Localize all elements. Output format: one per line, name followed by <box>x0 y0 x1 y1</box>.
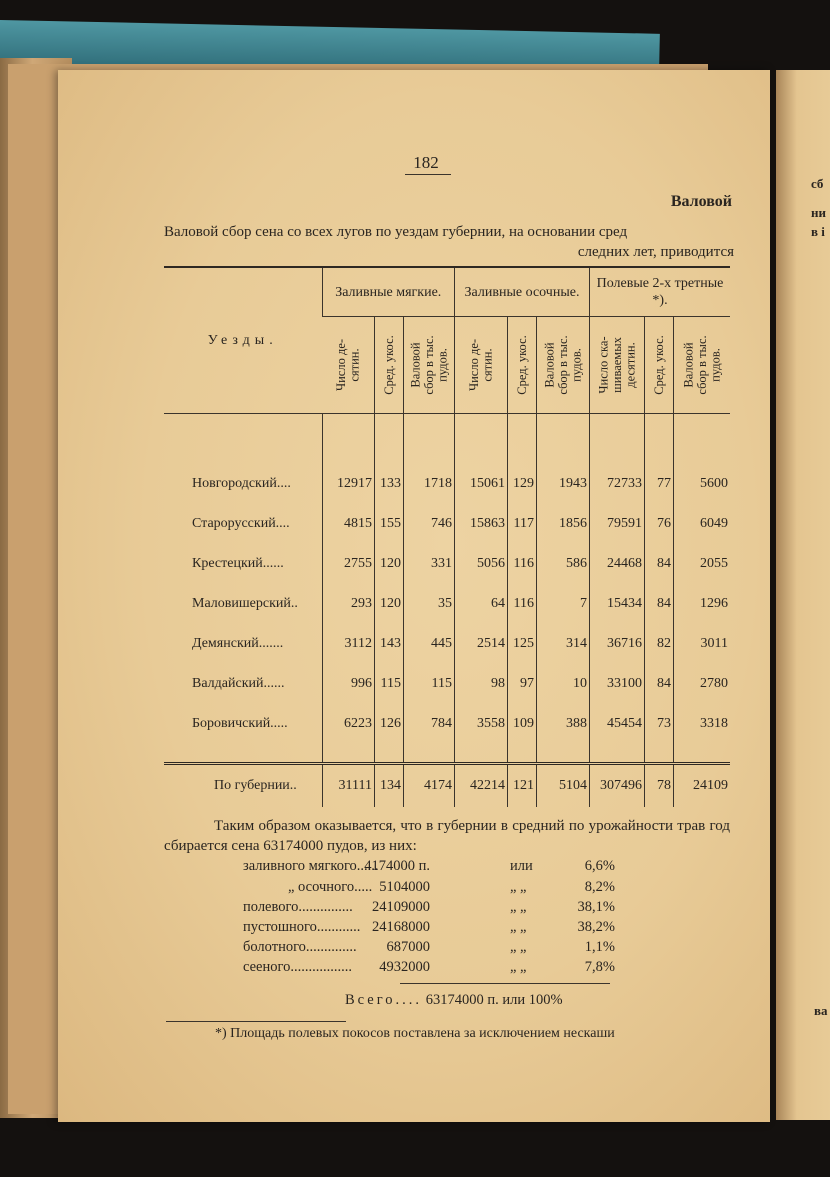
subcolumn-header-line: Валовой <box>681 342 696 388</box>
table-cell: 784 <box>404 704 455 744</box>
table-cell: 1943 <box>537 464 590 504</box>
subcolumn-header-line: сятин. <box>480 348 495 382</box>
table-cell: 129 <box>508 464 537 504</box>
summary-item-pct: 38,2% <box>577 919 615 935</box>
table-cell: 84 <box>645 544 674 584</box>
table-cell: 1296 <box>674 584 731 624</box>
subcolumn-header <box>404 317 455 414</box>
subcolumn-header-line: пудов. <box>569 348 584 382</box>
empty-cell <box>455 744 508 764</box>
table-cell: 31111 <box>322 764 375 808</box>
table-row <box>164 624 730 664</box>
summary-total <box>345 992 563 1009</box>
table-cell: 120 <box>375 584 404 624</box>
summary-item-pct: 38,1% <box>577 899 615 915</box>
caption-line-2: следних лет, приводится <box>577 244 734 260</box>
table-cell: 115 <box>375 664 404 704</box>
table-cell: 84 <box>645 584 674 624</box>
table-cell: 77 <box>645 464 674 504</box>
table-cell: 2780 <box>674 664 731 704</box>
group-header: Заливные осочные. <box>455 267 590 317</box>
table-caption <box>164 222 734 262</box>
table-cell: 307496 <box>590 764 645 808</box>
summary-total-sep: или <box>502 992 526 1008</box>
table-row <box>164 504 730 544</box>
summary-item-sep: „ „ <box>510 899 527 915</box>
empty-cell <box>537 414 590 465</box>
table-cell: 64 <box>455 584 508 624</box>
subcolumn-header-line: Число де- <box>467 338 481 392</box>
subcolumn-header <box>508 317 537 414</box>
table-cell: 445 <box>404 624 455 664</box>
table-cell: 42214 <box>455 764 508 808</box>
empty-cell <box>404 744 455 764</box>
table-cell: 126 <box>375 704 404 744</box>
subcolumn-header-line: сбор в тыс. <box>555 335 570 395</box>
subcolumn-header-line: Число де- <box>334 338 348 392</box>
table-cell: 97 <box>508 664 537 704</box>
empty-cell <box>674 414 731 465</box>
table-cell: 35 <box>404 584 455 624</box>
summary-item-label: пустошного............ <box>243 919 361 935</box>
group-header: Полевые 2-х третные *). <box>590 267 731 317</box>
empty-cell <box>590 414 645 465</box>
page-number: 182 <box>413 153 439 172</box>
table-row <box>164 704 730 744</box>
summary-item-label: полевого............... <box>243 899 353 915</box>
table-cell: 2514 <box>455 624 508 664</box>
summary-rule <box>400 983 610 984</box>
empty-cell <box>645 414 674 465</box>
table-cell: 3112 <box>322 624 375 664</box>
summary-item-label: заливного мягкого...... <box>243 858 379 874</box>
uezd-name: Старорусский.... <box>192 516 290 531</box>
table-cell: 15863 <box>455 504 508 544</box>
table-row <box>164 464 730 504</box>
empty-cell <box>322 414 375 465</box>
table-cell: 121 <box>508 764 537 808</box>
table-cell: 134 <box>375 764 404 808</box>
table-cell: 6223 <box>322 704 375 744</box>
table-cell: 117 <box>508 504 537 544</box>
summary-item-amount: 4174000 п. <box>364 858 430 874</box>
empty-cell <box>508 414 537 465</box>
uezd-name: Валдайский...... <box>192 676 285 691</box>
table-cell: 293 <box>322 584 375 624</box>
subcolumn-header-line: сбор в тыс. <box>694 335 709 395</box>
table-cell: 155 <box>375 504 404 544</box>
subcolumn-header-line: пудов. <box>435 348 450 382</box>
table-cell: 1856 <box>537 504 590 544</box>
caption-line-1: Валовой сбор сена со всех лугов по уездам губернии, на основании сред <box>164 224 628 240</box>
table-cell: 33100 <box>590 664 645 704</box>
empty-cell <box>375 414 404 465</box>
table-cell: 115 <box>404 664 455 704</box>
table-cell: 120 <box>375 544 404 584</box>
table-cell: 3011 <box>674 624 731 664</box>
summary-item-amount: 24168000 <box>372 919 430 935</box>
summary-item-pct: 8,2% <box>584 879 615 895</box>
table-cell: 12917 <box>322 464 375 504</box>
table-cell: 3318 <box>674 704 731 744</box>
empty-cell <box>508 744 537 764</box>
table-cell: 143 <box>375 624 404 664</box>
facing-page-fragment: сб <box>811 176 824 191</box>
table-cell: 15061 <box>455 464 508 504</box>
summary-total-amount: 63174000 п. <box>425 992 499 1008</box>
summary-item-sep: или <box>510 858 533 874</box>
facing-page-fragment: ни <box>811 205 826 220</box>
table-cell: 7 <box>537 584 590 624</box>
summary-intro: Таким образом оказывается, что в губернии в средний по урожайности трав год сбирается сена 63174000 пудов, из них: <box>164 818 730 854</box>
summary-item-amount: 687000 <box>386 939 430 955</box>
summary-item-sep: „ „ <box>510 939 527 955</box>
table-cell: 79591 <box>590 504 645 544</box>
table-cell: 15434 <box>590 584 645 624</box>
section-title: Валовой <box>670 193 732 210</box>
table-row <box>164 544 730 584</box>
table-cell: 125 <box>508 624 537 664</box>
table-cell: 996 <box>322 664 375 704</box>
footnote-rule <box>166 1021 346 1022</box>
table-cell: 73 <box>645 704 674 744</box>
subcolumn-header-line: Сред. укос. <box>651 335 666 395</box>
subcolumn-header <box>537 317 590 414</box>
table-row <box>164 664 730 704</box>
table-cell: 5056 <box>455 544 508 584</box>
summary-item-amount: 24109000 <box>372 899 430 915</box>
empty-cell <box>590 744 645 764</box>
table-cell: 4815 <box>322 504 375 544</box>
group-header: Заливные мягкие. <box>322 267 455 317</box>
table-cell: 5600 <box>674 464 731 504</box>
summary-item-amount: 4932000 <box>379 959 430 975</box>
uezd-name: Крестецкий...... <box>192 556 284 571</box>
table-cell: 76 <box>645 504 674 544</box>
footnote: *) Площадь полевых покосов поставлена за исключением нескаши <box>215 1026 615 1041</box>
subcolumn-header <box>322 317 375 414</box>
table-cell: 133 <box>375 464 404 504</box>
summary-paragraph <box>164 816 730 856</box>
subcolumn-header-line: десятин. <box>623 342 638 388</box>
subcolumn-header-line: Сред. укос. <box>514 335 529 395</box>
table-spacer-row <box>164 744 730 764</box>
table-row <box>164 584 730 624</box>
summary-item-pct: 1,1% <box>584 939 615 955</box>
facing-page-fragment: в і <box>811 224 825 239</box>
table-cell: 45454 <box>590 704 645 744</box>
table-cell: 6049 <box>674 504 731 544</box>
table-cell: 109 <box>508 704 537 744</box>
uezd-name: Новгородский.... <box>192 476 291 491</box>
subcolumn-header <box>455 317 508 414</box>
subcolumn-header-line: пудов. <box>708 348 723 382</box>
subcolumn-header <box>645 317 674 414</box>
table-cell: 331 <box>404 544 455 584</box>
table-cell: 5104 <box>537 764 590 808</box>
subcolumn-header-line: Число ска- <box>596 336 611 394</box>
table-cell: 746 <box>404 504 455 544</box>
subcolumn-header-line: Валовой <box>542 342 557 388</box>
page-number-rule <box>405 174 451 175</box>
table-header-groups <box>164 267 730 317</box>
subcolumn-header-line: сятин. <box>347 348 362 382</box>
table-cell: 2055 <box>674 544 731 584</box>
table-cell: 586 <box>537 544 590 584</box>
empty-cell <box>455 414 508 465</box>
empty-cell <box>645 744 674 764</box>
summary-total-label: Всего.... <box>345 992 423 1008</box>
table-cell: 10 <box>537 664 590 704</box>
empty-cell <box>164 744 322 764</box>
table-cell: 98 <box>455 664 508 704</box>
table-cell: 116 <box>508 584 537 624</box>
facing-page-fragment: ва <box>814 1003 828 1018</box>
table-cell: 24468 <box>590 544 645 584</box>
summary-item-amount: 5104000 <box>379 879 430 895</box>
summary-item-label: „ осочного..... <box>288 879 373 895</box>
subcolumn-header <box>674 317 731 414</box>
table-cell: 314 <box>537 624 590 664</box>
summary-item-label: сееного................. <box>243 959 352 975</box>
table-cell: 388 <box>537 704 590 744</box>
table-cell: 2755 <box>322 544 375 584</box>
subcolumn-header-line: шиваемых <box>609 337 624 393</box>
empty-cell <box>322 744 375 764</box>
table-cell: 24109 <box>674 764 731 808</box>
subcolumn-header-line: сбор в тыс. <box>421 335 436 395</box>
table-cell: 36716 <box>590 624 645 664</box>
empty-cell <box>537 744 590 764</box>
table-cell: 4174 <box>404 764 455 808</box>
subcolumn-header-line: Валовой <box>408 342 423 388</box>
summary-item-sep: „ „ <box>510 959 527 975</box>
uezdy-header: Уезды. <box>164 267 322 414</box>
summary-item-sep: „ „ <box>510 919 527 935</box>
uezd-name: Боровичский..... <box>192 716 288 731</box>
table-total-row <box>164 764 730 808</box>
summary-total-pct: 100% <box>528 992 563 1008</box>
summary-item-sep: „ „ <box>510 879 527 895</box>
empty-cell <box>404 414 455 465</box>
subcolumn-header <box>590 317 645 414</box>
uezd-name: Демянский....... <box>192 636 284 651</box>
subcolumn-header-line: Сред. укос. <box>381 335 396 395</box>
empty-cell <box>375 744 404 764</box>
table-cell: 78 <box>645 764 674 808</box>
summary-item-pct: 7,8% <box>584 959 615 975</box>
table-cell: 3558 <box>455 704 508 744</box>
table-cell: 84 <box>645 664 674 704</box>
subcolumn-header <box>375 317 404 414</box>
empty-cell <box>164 414 322 465</box>
table-cell: 72733 <box>590 464 645 504</box>
uezd-name: По губернии.. <box>164 764 322 808</box>
table-spacer-row <box>164 414 730 465</box>
table-cell: 82 <box>645 624 674 664</box>
table-cell: 116 <box>508 544 537 584</box>
table-cell: 1718 <box>404 464 455 504</box>
summary-item-pct: 6,6% <box>584 858 615 874</box>
uezd-name: Маловишерский.. <box>192 596 298 611</box>
empty-cell <box>674 744 731 764</box>
hay-harvest-table <box>164 266 730 807</box>
summary-item-label: болотного.............. <box>243 939 357 955</box>
